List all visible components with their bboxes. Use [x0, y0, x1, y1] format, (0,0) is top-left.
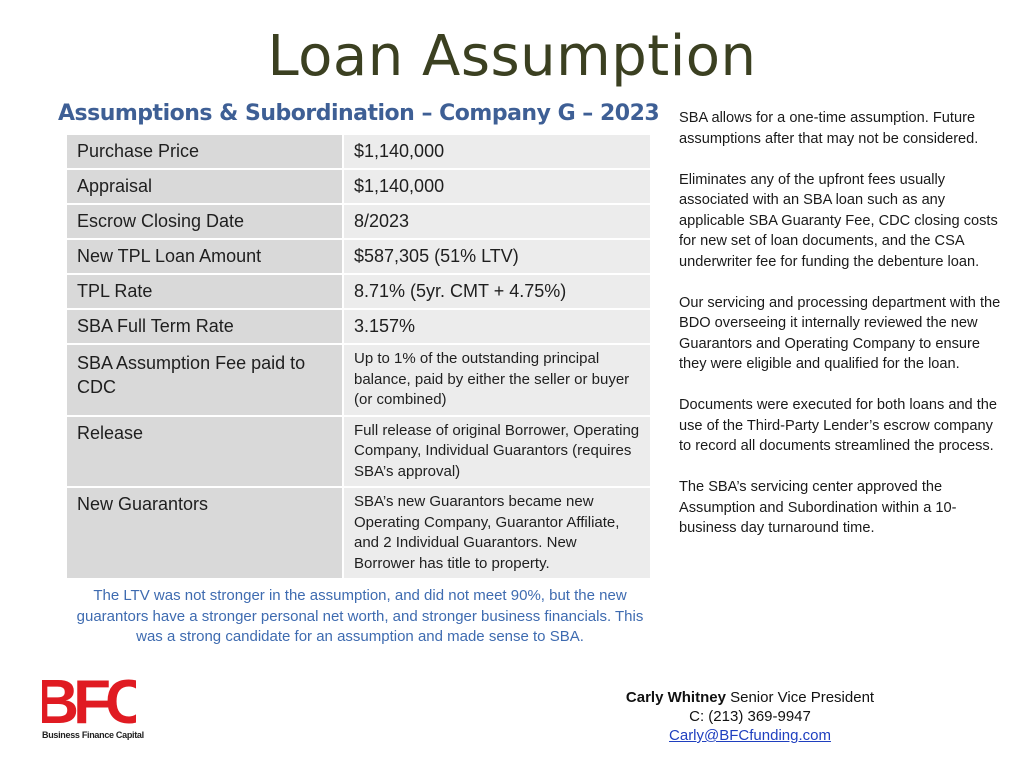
row-label: SBA Full Term Rate	[67, 310, 344, 345]
row-value: Full release of original Borrower, Operating Company, Individual Guarantors (requires SBA’s approval)	[344, 417, 650, 489]
row-value: $1,140,000	[344, 170, 650, 205]
row-value: Up to 1% of the outstanding principal balance, paid by either the seller or buyer (or combined)	[344, 345, 650, 417]
logo-caption: Business Finance Capital	[42, 730, 144, 740]
table-row	[67, 240, 650, 275]
row-value: 8/2023	[344, 205, 650, 240]
table-row	[67, 310, 650, 345]
row-value: $1,140,000	[344, 135, 650, 170]
contact-phone: C: (213) 369-9947	[689, 708, 811, 725]
paragraph: Our servicing and processing department with the BDO overseeing it internally reviewed the new Guarantors and Operating Company to ensure they were eligible and qualified for the loan.	[679, 294, 1001, 372]
table-row	[67, 170, 650, 205]
contact-name: Carly Whitney	[625, 689, 726, 706]
paragraph: Eliminates any of the upfront fees usually associated with an SBA loan such as any applicable SBA Guaranty Fee, CDC closing costs for new set of loan documents, and the CSA underwriter fee for funding the debenture loan.	[679, 171, 998, 270]
table-row	[67, 488, 650, 580]
section-subtitle: Assumptions & Subordination – Company G – 2023	[58, 101, 660, 126]
row-label: Escrow Closing Date	[67, 205, 344, 240]
row-label: Purchase Price	[67, 135, 344, 170]
paragraph: SBA allows for a one-time assumption. Future assumptions after that may not be considered.	[679, 110, 979, 147]
row-label: SBA Assumption Fee paid to CDC	[67, 345, 344, 417]
table-row	[67, 135, 650, 170]
row-value: SBA’s new Guarantors became new Operating Company, Guarantor Affiliate, and 2 Individual Guarantors. New Borrower has title to property.	[344, 488, 650, 580]
paragraph: The SBA’s servicing center approved the Assumption and Subordination within a 10-business day turnaround time.	[679, 479, 957, 536]
row-value: $587,305 (51% LTV)	[344, 240, 650, 275]
row-label: TPL Rate	[67, 275, 344, 310]
bfc-logo	[42, 670, 144, 742]
contact-block	[560, 688, 940, 745]
row-value: 8.71% (5yr. CMT + 4.75%)	[344, 275, 650, 310]
paragraph: Documents were executed for both loans and the use of the Third-Party Lender’s escrow company to record all documents streamlined the process.	[679, 397, 998, 454]
contact-line	[560, 688, 940, 707]
loan-details-table	[67, 135, 650, 580]
contact-email-link[interactable]: Carly@BFCfunding.com	[669, 727, 831, 744]
row-label: New TPL Loan Amount	[67, 240, 344, 275]
details-column	[679, 108, 1005, 559]
row-value: 3.157%	[344, 310, 650, 345]
table-row	[67, 345, 650, 417]
page-title: Loan Assumption	[267, 24, 757, 89]
contact-role: Senior Vice President	[730, 689, 875, 706]
row-label: Appraisal	[67, 170, 344, 205]
row-label: New Guarantors	[67, 488, 344, 580]
table-row	[67, 205, 650, 240]
row-label: Release	[67, 417, 344, 489]
bfc-logo-mark	[42, 670, 136, 728]
logo-letters: BFC	[42, 670, 136, 728]
table-row	[67, 417, 650, 489]
table-row	[67, 275, 650, 310]
ltv-note: The LTV was not stronger in the assumption, and did not meet 90%, but the new guarantors have a stronger personal net worth, and stronger business financials. This was a strong candidate for an assumption and made sense to SBA.	[76, 587, 644, 645]
